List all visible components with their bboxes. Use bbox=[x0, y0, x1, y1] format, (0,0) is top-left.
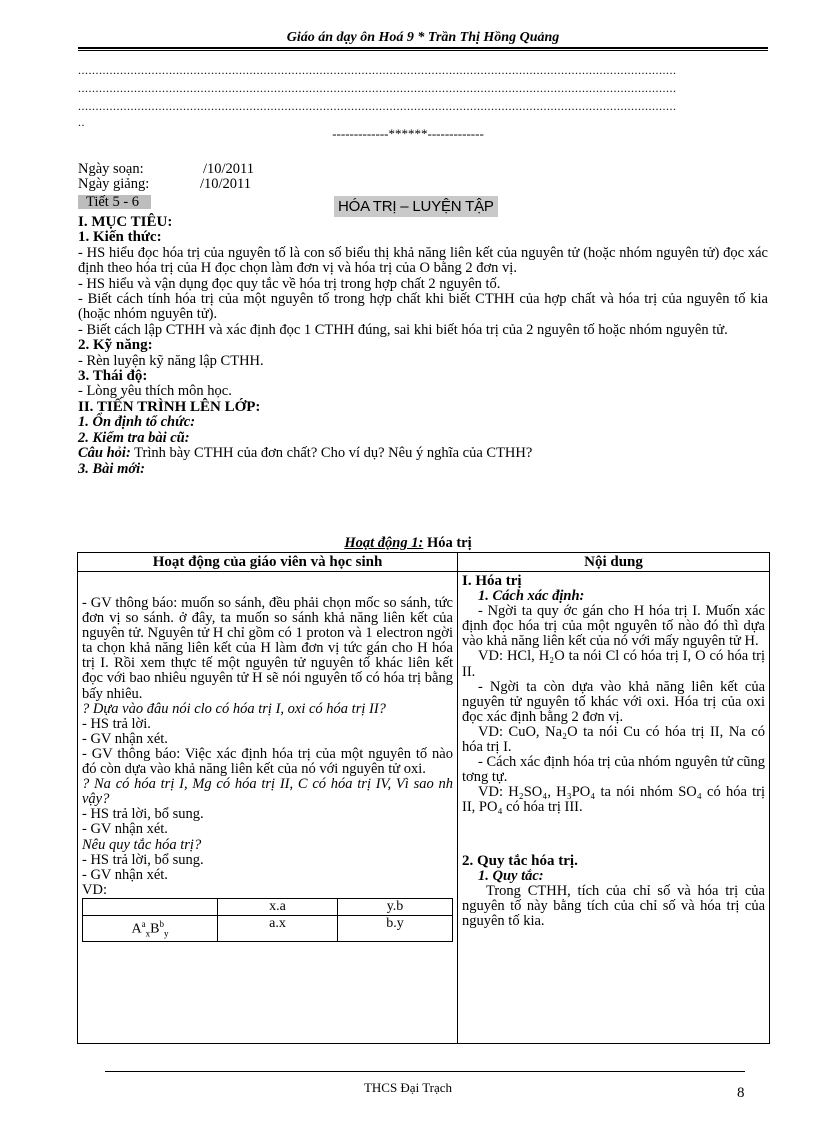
inner-cell: y.b bbox=[338, 898, 453, 915]
activity-question: ? Na có hóa trị I, Mg có hóa trị II, C có hóa trị IV, Vì sao nh vậy? bbox=[82, 776, 453, 808]
objectives-heading: I. MỤC TIÊU: bbox=[78, 214, 173, 230]
valence-rule-table bbox=[82, 898, 453, 942]
knowledge-item: - Biết cách tính hóa trị của một nguyên tố trong hợp chất khi biết CTHH của hợp chất và hóa trị của nguyên tố kia (hoặc nhóm nguyên tử). bbox=[78, 291, 768, 323]
activity-question: Nêu quy tắc hóa trị? bbox=[82, 836, 202, 853]
objectives-section bbox=[78, 215, 768, 477]
knowledge-item: - Biết cách lập CTHH và xác định đọc 1 CTHH đúng, sai khi biết hóa trị của 2 nguyên tố hoặc nhóm nguyên tử. bbox=[78, 321, 728, 338]
page-header: Giáo án dạy ôn Hoá 9 * Trần Thị Hồng Quảng bbox=[286, 30, 560, 45]
activity-text: - GV thông báo: Việc xác định hóa trị của một nguyên tố nào đó còn dựa vào khả năng liên kết của nó với nguyên tử oxi. bbox=[82, 745, 453, 778]
content-heading: I. Hóa trị bbox=[462, 573, 522, 589]
header-rule bbox=[78, 47, 768, 49]
date-taught-label: Ngày giảng: bbox=[78, 176, 150, 192]
inner-cell: a.x bbox=[218, 915, 338, 941]
activity-text: - GV nhận xét. bbox=[82, 730, 168, 747]
date-taught bbox=[78, 176, 252, 192]
content-subheading: 1. Quy tắc: bbox=[478, 867, 544, 884]
date-prepared bbox=[78, 161, 255, 177]
inner-cell bbox=[83, 898, 218, 915]
skill-item: - Rèn luyện kỹ năng lập CTHH. bbox=[78, 352, 264, 369]
dotted-line: .. bbox=[78, 115, 85, 129]
inner-cell: x.a bbox=[218, 898, 338, 915]
question-label: Câu hỏi: bbox=[78, 445, 131, 462]
content-text: - Ngời ta còn dựa vào khả năng liên kết của nguyên tử nguyên tố khác với oxi. Hóa trị của oxi đọc xác định bằng 2 đơn vị. bbox=[462, 678, 765, 725]
lesson-content bbox=[458, 572, 770, 1044]
content-heading: 2. Quy tắc hóa trị. bbox=[462, 852, 578, 869]
attitude-heading: 3. Thái độ: bbox=[78, 368, 148, 385]
teacher-student-activities bbox=[78, 572, 458, 1044]
inner-cell: b.y bbox=[338, 915, 453, 941]
content-text: - Cách xác định hóa trị của nhóm nguyên tử cũng tơng tự. bbox=[462, 754, 765, 786]
period-label: Tiết 5 - 6 bbox=[78, 195, 151, 209]
skill-heading: 2. Kỹ năng: bbox=[78, 337, 153, 354]
activity-title bbox=[0, 535, 816, 552]
activity-text: - HS trả lời. bbox=[82, 715, 151, 732]
general-formula: $A^a_xB^b_y$ bbox=[83, 915, 218, 941]
lesson-table bbox=[77, 552, 770, 1044]
page-number: 8 bbox=[737, 1085, 745, 1101]
separator: -------------******------------- bbox=[332, 126, 484, 141]
step-1: 1. Ổn định tổ chức: bbox=[78, 414, 196, 431]
dotted-line: ........................................................................................................................................................................... bbox=[78, 81, 677, 95]
knowledge-item: - HS hiểu đọc hóa trị của nguyên tố là con số biểu thị khả năng liên kết của nguyên tử (hoặc nhóm nguyên tử) đọc xác định theo hóa trị của H đọc chọn làm đơn vị và hóa trị của O bằng 2 đơn vị. bbox=[78, 244, 768, 277]
process-heading: II. TIẾN TRÌNH LÊN LỚP: bbox=[78, 398, 261, 415]
date-prepared-label: Ngày soạn: bbox=[78, 161, 144, 177]
activity-question: ? Dựa vào đâu nói clo có hóa trị I, oxi có hóa trị II? bbox=[82, 700, 386, 717]
date-taught-value: /10/2011 bbox=[200, 176, 252, 192]
activity-text: - HS trả lời, bổ sung. bbox=[82, 851, 204, 868]
header-rule-thin bbox=[78, 50, 768, 51]
question-line bbox=[78, 446, 768, 461]
activity-text: - GV thông báo: muốn so sánh, đều phải chọn mốc so sánh, tức đơn vị so sánh. ở đây, ta muốn so sánh khả năng liên kết của nguyên tử. Nguyên tử H chỉ gồm có 1 proton và 1 electron ngời ta chọn khả năng liên kết của H làm đơn vị tức gán cho H hóa trị I. Rồi xem thực tế một nguyên tử nguyên tố khác liên kết đọc với bao nhiêu nguyên tử H sẽ nói nguyên tố có hóa trị bằng bấy nhiêu. bbox=[82, 595, 453, 702]
date-prepared-value: /10/2011 bbox=[203, 161, 255, 177]
activity-name: Hóa trị bbox=[423, 535, 472, 551]
knowledge-item: - HS hiểu và vận dụng đọc quy tắc về hóa trị trong hợp chất 2 nguyên tố. bbox=[78, 275, 501, 292]
content-example: VD: H₂SO₄, H₃PO₄ ta nói nhóm SO₄ có hóa trị II, PO₄ có hóa trị III. bbox=[462, 784, 765, 816]
column-header-activities: Hoạt động của giáo viên và học sinh bbox=[78, 553, 458, 572]
knowledge-heading: 1. Kiến thức: bbox=[78, 229, 162, 246]
dotted-line: ........................................................................................................................................................................... bbox=[78, 63, 677, 77]
activity-label: Hoạt động 1: bbox=[344, 535, 424, 551]
question-text: Trình bày CTHH của đơn chất? Cho ví dụ? Nêu ý nghĩa của CTHH? bbox=[130, 445, 533, 462]
step-3: 3. Bài mới: bbox=[78, 460, 145, 477]
content-text: Trong CTHH, tích của chỉ số và hóa trị của nguyên tố này bằng tích của chỉ số và hóa trị của nguyên tố kia. bbox=[462, 882, 765, 929]
activity-text: - GV nhận xét. bbox=[82, 866, 168, 883]
content-example: VD: CuO, Na₂O ta nói Cu có hóa trị II, Na có hóa trị I. bbox=[462, 723, 765, 756]
dotted-line: ........................................................................................................................................................................... bbox=[78, 99, 677, 113]
step-2: 2. Kiểm tra bài cũ: bbox=[78, 429, 190, 446]
attitude-item: - Lòng yêu thích môn học. bbox=[78, 383, 232, 400]
activity-text: - HS trả lời, bổ sung. bbox=[82, 806, 204, 823]
footer-school: THCS Đại Trạch bbox=[363, 1080, 453, 1095]
footer-rule bbox=[105, 1071, 745, 1072]
content-subheading: 1. Cách xác định: bbox=[478, 588, 585, 605]
column-header-content: Nội dung bbox=[458, 553, 770, 572]
content-example: VD: HCl, H₂O ta nói Cl có hóa trị I, O có hóa trị II. bbox=[462, 648, 765, 680]
content-text: - Ngời ta quy ớc gán cho H hóa trị I. Muốn xác định đọc hóa trị của một nguyên tố nào đó thì dựa vào khả năng liên kết của nó với mấy nguyên tử H. bbox=[462, 603, 765, 650]
example-label: VD: bbox=[82, 881, 107, 898]
lesson-title: HÓA TRỊ – LUYỆN TẬP bbox=[334, 196, 498, 217]
activity-text: - GV nhận xét. bbox=[82, 821, 168, 838]
